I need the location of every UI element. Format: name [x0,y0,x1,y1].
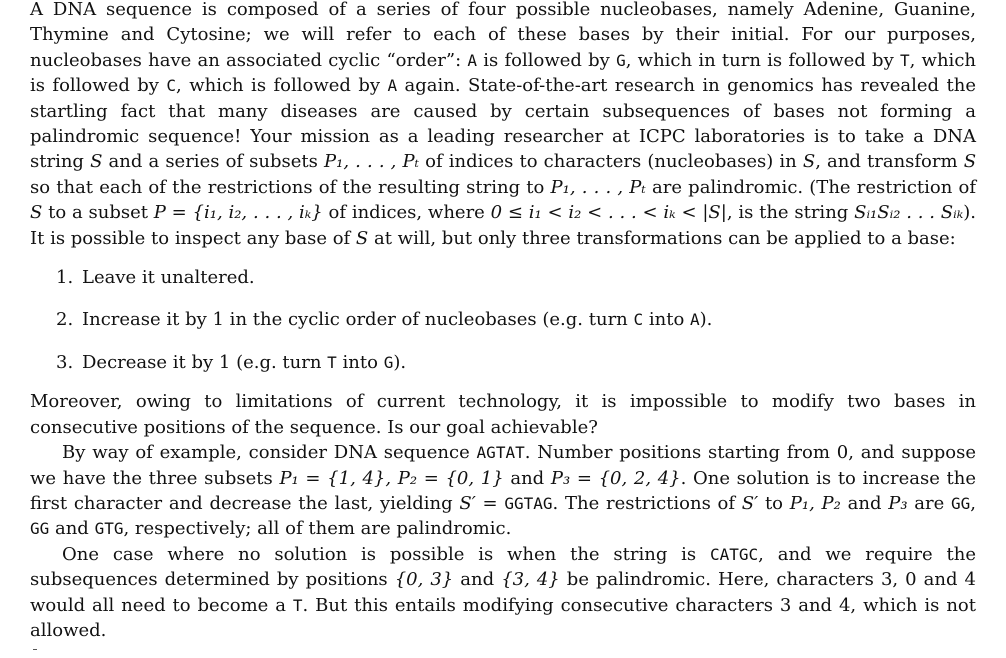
text-span: ). [393,351,407,373]
dna-string: CATGC [710,544,759,564]
math-var: S [30,202,43,224]
base-letter: G [616,50,626,70]
list-item [30,265,976,290]
dna-string: GGTAG [504,493,553,513]
text-span: One case where no solution is possible is when the string is [62,543,710,565]
list-number: 1. [56,267,74,289]
list-item [30,307,976,332]
text-span: . One solution is to increase the first character and decrease the last, yielding [30,467,976,514]
math-var: S [90,151,103,173]
text-span: is followed by [477,49,617,71]
text-span: , is the string [726,202,855,224]
dna-string: AGTAT [476,443,525,463]
math-var: P₃ [888,492,908,514]
text-span: ). [699,309,713,331]
text-span: and [453,569,502,591]
math-expr: Sᵢ₁Sᵢ₂ . . . Sᵢₖ [854,202,964,224]
dna-string: GG [30,519,50,539]
base-letter: A [467,50,478,70]
math-expr: P = {i₁, i₂, . . . , iₖ} [153,202,323,224]
text-span: , which is followed by [30,49,976,97]
example-paragraph [30,440,976,542]
text-span: , which is followed by [176,75,388,97]
math-expr: P₁ = {1, 4}, P₂ = {0, 1} [279,467,504,489]
base-letter: C [633,310,644,330]
transformations-list [30,265,976,375]
text-span: at will, but only three transformations can be applied to a base: [368,227,956,249]
base-letter: G [383,352,394,372]
text-span: into [336,351,384,373]
text-span: of indices to characters (nucleobases) in [419,151,803,173]
text-span: and [503,467,551,489]
math-expr: P₁, . . . , Pₜ [324,151,420,173]
text-span: and [840,492,889,514]
base-letter: T [327,352,337,372]
moreover-paragraph: Moreover, owing to limitations of current technology, it is impossible to modify two bases in consecutive positions of the sequence. Is our goal achievable? [30,391,976,438]
base-letter: T [899,50,910,70]
text-span: . Number positions starting from 0, and suppose we have the three subsets [30,442,976,489]
text-span: and [49,518,95,540]
base-letter: A [690,310,700,330]
text-span: , [970,492,977,514]
intro-paragraph [30,0,976,251]
text-span: . But this entails modifying consecutive characters 3 and 4, which is not allowed. [30,594,976,641]
math-expr: P₁, . . . , Pₜ [550,176,646,198]
dna-string: GG [951,493,971,513]
math-expr: P₁, P₂ [789,492,841,514]
text-span: A DNA sequence is composed of a series of four possible nucleobases, namely Adenine, Guanine, Thymine and Cytosine; we will refer to each of these bases by their initial. For our purposes, nucleobases have an associated cyclic “order”: [30,0,976,71]
text-span: are [907,492,952,514]
math-expr: S′ = [459,492,505,514]
base-letter: C [166,76,177,96]
counterexample-paragraph [30,542,976,644]
text-span: of indices, where [322,202,491,224]
text-span: , respectively; all of them are palindromic. [123,518,512,540]
text-span: to [758,492,790,514]
math-var: S [355,227,369,249]
text-span: into [643,309,691,331]
text-span: again. State-of-the-art research in genomics has revealed the startling fact that many diseases are caused by certain subsequences of bases not forming a palindromic sequence! Your mission as a leading researcher at ICPC laboratories is to take a DNA string [30,75,976,173]
text-span: By way of example, consider DNA sequence [62,442,477,464]
list-item [30,350,976,375]
text-span: be palindromic. Here, characters 3, 0 and 4 would all need to become a [30,569,976,616]
math-expr: {3, 4} [501,569,560,591]
text-span: and a series of subsets [102,151,325,173]
text-span: ). It is possible to inspect any base of [30,202,977,249]
page-edge-mark [33,649,37,650]
list-number: 3. [56,351,74,373]
base-letter: T [292,595,303,615]
text-span: , and we require the subsequences determined by positions [30,543,976,591]
text-span: are palindromic. (The restriction of [645,176,976,198]
math-expr: {0, 3} [394,569,454,591]
text-span: to a subset [42,202,154,224]
text-span: so that each of the restrictions of the resulting string to [30,176,551,198]
math-var: S [802,151,816,173]
list-number: 2. [56,309,74,331]
math-expr: 0 ≤ i₁ < i₂ < . . . < iₖ < |S| [490,202,727,224]
text-span: Increase it by 1 in the cyclic order of nucleobases (e.g. turn [82,309,634,331]
text-span: Decrease it by 1 (e.g. turn [82,351,328,373]
text-span: . The restrictions of [552,492,742,514]
math-var: S [963,151,977,173]
math-var: S′ [741,492,759,514]
text-span: Leave it unaltered. [82,267,255,289]
dna-string: GTG [94,519,124,539]
base-letter: A [387,76,398,96]
text-span: , which in turn is followed by [625,49,900,71]
math-expr: P₃ = {0, 2, 4} [550,467,681,489]
text-span: , and transform [815,151,964,173]
